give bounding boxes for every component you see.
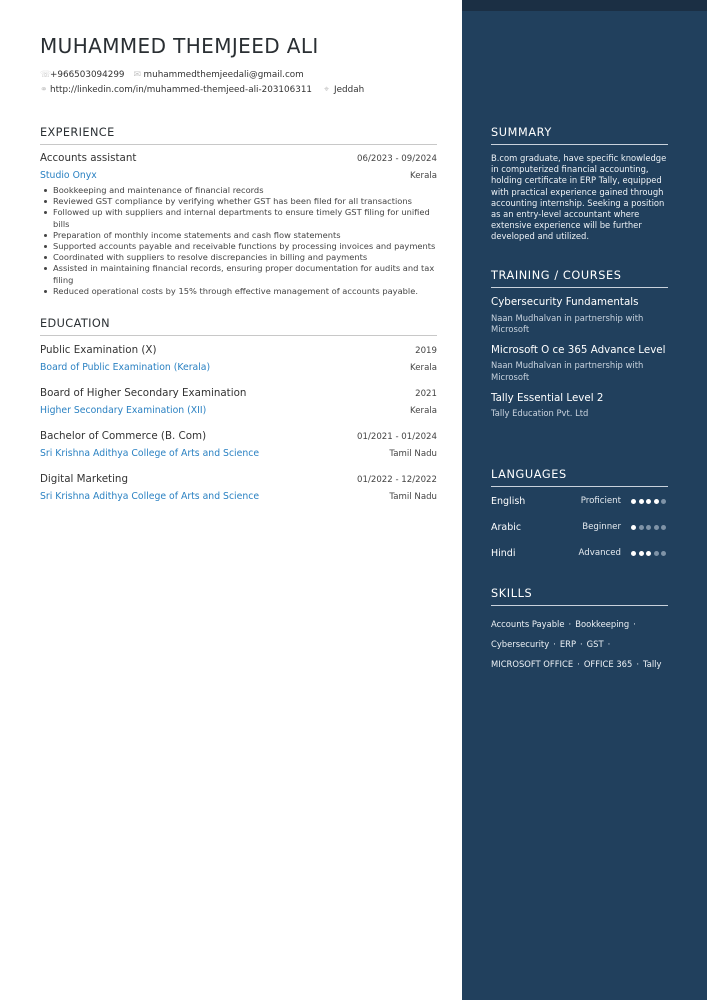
language-rating (631, 499, 666, 504)
list-item: Supported accounts payable and receivable functions by processing invoices and payments (53, 241, 436, 252)
rating-dot-filled (646, 499, 651, 504)
education-entry (40, 387, 437, 416)
list-item: Reviewed GST compliance by verifying whether GST has been filed for all transactions (53, 196, 437, 207)
list-item: Coordinated with suppliers to resolve discrepancies in billing and payments (53, 252, 437, 263)
rating-dot-empty (646, 525, 651, 530)
rating-dot-empty (654, 525, 659, 530)
course-item (491, 392, 668, 420)
summary-title: SUMMARY (491, 126, 668, 145)
summary-section (491, 126, 668, 243)
skill-item: ERP (559, 639, 576, 649)
education-section (40, 317, 437, 502)
education-date: 01/2021 - 01/2024 (357, 432, 437, 443)
sidebar (462, 0, 707, 1000)
job-dates: 06/2023 - 09/2024 (357, 154, 437, 164)
skill-item: MICROSOFT OFFICE (491, 659, 574, 669)
rating-dot-filled (646, 551, 651, 556)
experience-entry (40, 152, 437, 297)
list-item: Reduced operational costs by 15% through effective management of accounts payable. (53, 286, 437, 297)
education-title-text: Bachelor of Commerce (B. Com) (40, 430, 207, 443)
skill-item: Bookkeeping (575, 619, 630, 629)
education-date: 2021 (415, 389, 437, 400)
education-title: EDUCATION (40, 317, 437, 336)
education-entry (40, 344, 437, 373)
link-icon: ⚭ (40, 84, 48, 95)
education-title-text: Public Examination (X) (40, 344, 157, 357)
education-org[interactable]: Higher Secondary Examination (XII) (40, 405, 207, 417)
location-icon: ⌖ (324, 84, 330, 95)
list-item: Preparation of monthly income statements and cash flow statements (53, 230, 437, 241)
language-level: Advanced (578, 548, 621, 558)
phone-number[interactable]: +966503094299 (50, 69, 125, 80)
job-role: Accounts assistant (40, 152, 137, 164)
course-item (491, 296, 668, 335)
language-name: Hindi (491, 547, 516, 559)
course-provider: Naan Mudhalvan in partnership with Microsoft (491, 312, 644, 334)
main-column (40, 34, 437, 502)
rating-dot-filled (639, 551, 644, 556)
training-title: TRAINING / COURSES (491, 269, 668, 288)
languages-list (491, 488, 668, 566)
sidebar-top-band (462, 0, 707, 11)
email-address[interactable]: muhammedthemjeedali@gmail.com (143, 69, 304, 80)
responsibilities-list (53, 185, 437, 297)
contact-info (40, 67, 437, 97)
linkedin-url[interactable]: http://linkedin.com/in/muhammed-themjeed-ali-203106311 (50, 84, 313, 95)
education-location: Tamil Nadu (389, 449, 437, 460)
language-level: Beginner (582, 522, 621, 532)
rating-dot-empty (661, 525, 666, 530)
course-provider: Naan Mudhalvan in partnership with Microsoft (491, 360, 644, 382)
course-provider: Tally Education Pvt. Ltd (491, 408, 589, 419)
language-name: Arabic (491, 521, 522, 533)
skill-item: Tally (642, 659, 662, 669)
language-name: English (491, 495, 526, 507)
company-name[interactable]: Studio Onyx (40, 170, 97, 181)
education-title-text: Board of Higher Secondary Examination (40, 387, 247, 400)
course-title: Microsoft O ce 365 Advance Level (491, 343, 666, 356)
education-location: Kerala (410, 363, 437, 374)
languages-title: LANGUAGES (491, 468, 668, 487)
education-location: Kerala (410, 406, 437, 417)
summary-text: B.com graduate, have specific knowledge in computerized financial accounting, holding certificate in ERP Tally, equipped with practical experience gained through accounting internship. Seeking a position as an entry-level accountant where extensive experience will be further developed and utilized. (491, 153, 667, 242)
languages-section (491, 468, 668, 566)
education-date: 01/2022 - 12/2022 (357, 475, 437, 486)
skill-item: GST (586, 639, 604, 649)
language-row (491, 488, 668, 514)
education-org[interactable]: Sri Krishna Adithya College of Arts and Science (40, 491, 260, 503)
rating-dot-filled (631, 551, 636, 556)
course-title: Tally Essential Level 2 (491, 391, 604, 404)
skill-item: Accounts Payable (491, 619, 565, 629)
rating-dot-empty (654, 551, 659, 556)
candidate-name: MUHAMMED THEMJEED ALI (40, 34, 319, 58)
email-icon: ✉ (133, 69, 142, 80)
list-item: Bookkeeping and maintenance of financial records (53, 185, 437, 196)
phone-icon: ☏ (40, 69, 52, 80)
education-entry (40, 430, 437, 459)
location: Jeddah (334, 84, 365, 95)
language-row (491, 540, 668, 566)
rating-dot-empty (661, 551, 666, 556)
training-section (491, 269, 668, 420)
job-location: Kerala (410, 171, 437, 181)
education-org[interactable]: Board of Public Examination (Kerala) (40, 362, 211, 374)
rating-dot-filled (631, 499, 636, 504)
language-row (491, 514, 668, 540)
education-location: Tamil Nadu (389, 492, 437, 503)
rating-dot-filled (639, 499, 644, 504)
education-date: 2019 (415, 346, 437, 357)
rating-dot-filled (631, 525, 636, 530)
education-org[interactable]: Sri Krishna Adithya College of Arts and Science (40, 448, 260, 460)
skill-item: Cybersecurity (491, 639, 550, 649)
course-item (491, 344, 668, 383)
skills-list: Accounts Payable · Bookkeeping · Cybersecurity · ERP · GST · MICROSOFT OFFICE · OFFICE 365 · Tally (491, 619, 662, 669)
rating-dot-filled (654, 499, 659, 504)
list-item: Followed up with suppliers and internal departments to ensure timely GST filing for unified bills (53, 207, 437, 229)
skills-title: SKILLS (491, 587, 668, 606)
education-entry (40, 473, 437, 502)
skills-section (491, 587, 668, 674)
language-rating (631, 551, 666, 556)
course-title: Cybersecurity Fundamentals (491, 296, 639, 308)
list-item: Assisted in maintaining financial records, ensuring proper documentation for audits and tax filing (53, 263, 437, 285)
language-rating (631, 525, 666, 530)
skill-item: OFFICE 365 (583, 659, 633, 669)
education-title-text: Digital Marketing (40, 473, 128, 486)
language-level: Proficient (580, 496, 621, 506)
experience-title: EXPERIENCE (40, 126, 437, 145)
rating-dot-empty (661, 499, 666, 504)
experience-section (40, 126, 437, 297)
rating-dot-empty (639, 525, 644, 530)
